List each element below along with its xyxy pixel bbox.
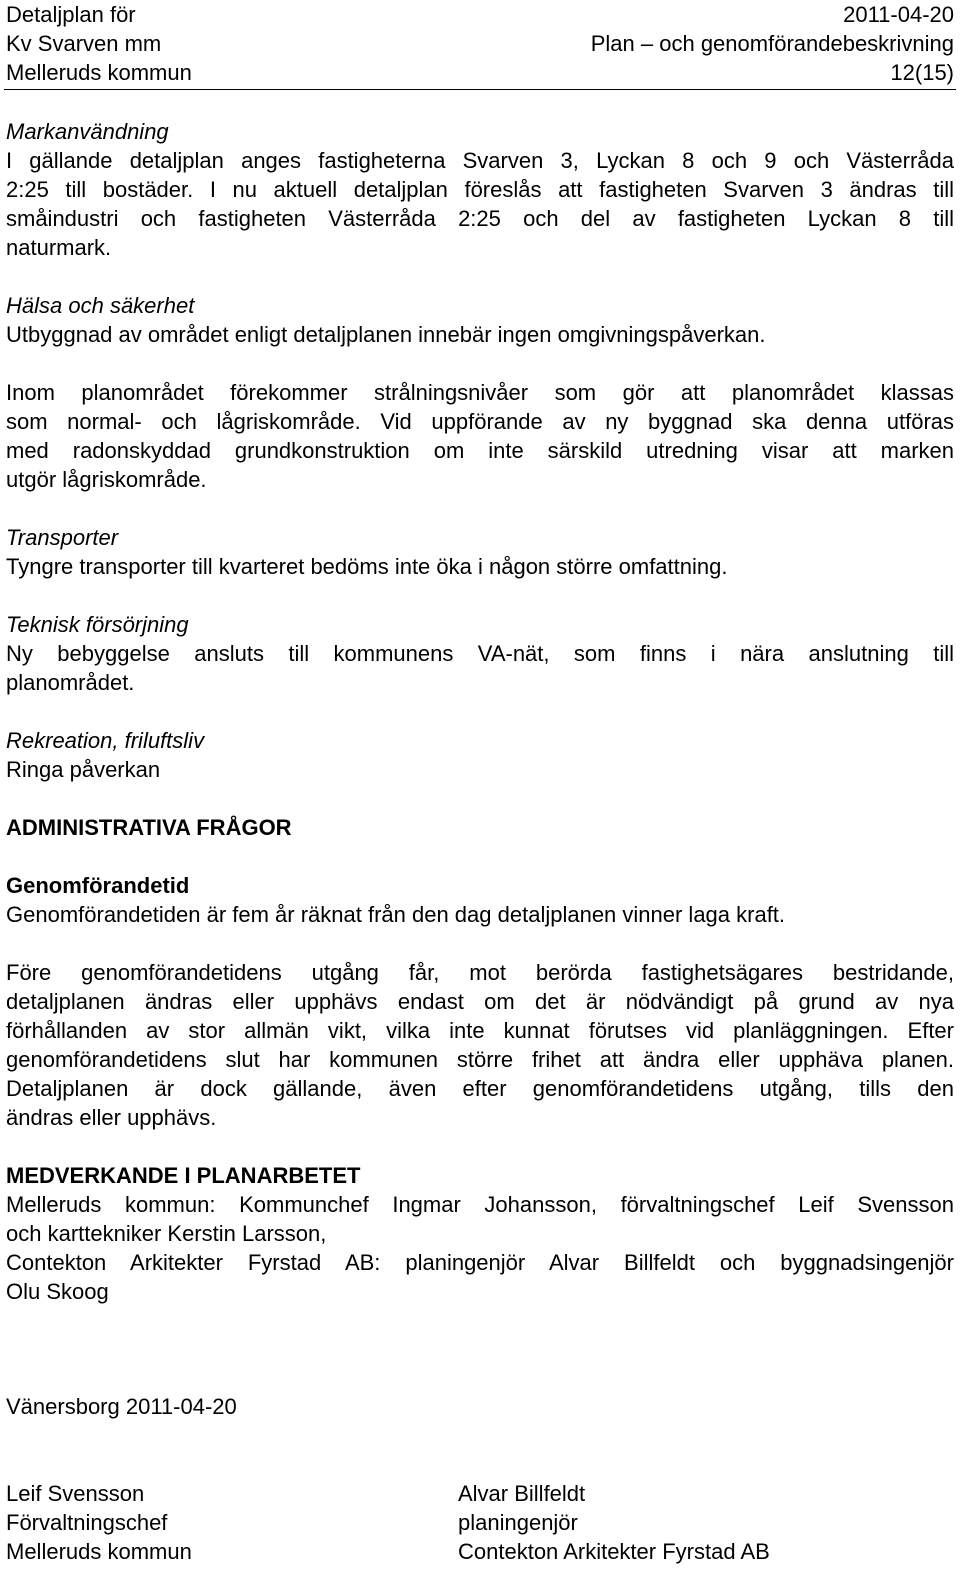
section-heading-administrativa: ADMINISTRATIVA FRÅGOR [6, 815, 292, 840]
header-plan-name: Kv Svarven mm [6, 31, 162, 56]
paragraph-line: planområdet. [6, 670, 135, 695]
paragraph-line: som normal- och lågriskområde. Vid uppförande av ny byggnad ska denna utföras [6, 409, 954, 434]
paragraph-line: utgör lågriskområde. [6, 467, 207, 492]
paragraph-line: Inom planområdet förekommer strålningsnivåer som gör att planområdet klassas [6, 380, 954, 405]
paragraph-line: I gällande detaljplan anges fastigheterna Svarven 3, Lyckan 8 och 9 och Västerråda [6, 148, 954, 173]
signatory-name: Leif Svensson [6, 1481, 145, 1506]
paragraph-line: Tyngre transporter till kvarteret bedöms inte öka i någon större omfattning. [6, 554, 728, 579]
paragraph-line: naturmark. [6, 235, 112, 260]
paragraph-line: Olu Skoog [6, 1279, 109, 1304]
paragraph-line: Detaljplanen är dock gällande, även efter genomförandetidens utgång, tills den [6, 1076, 954, 1101]
signatory-title: planingenjör [458, 1510, 578, 1535]
signatory-organization: Contekton Arkitekter Fyrstad AB [458, 1539, 770, 1564]
section-heading-transporter: Transporter [6, 525, 119, 550]
paragraph-line: detaljplanen ändras eller upphävs endast om det är nödvändigt på grund av nya [6, 989, 954, 1014]
subheading-genomforandetid: Genomförandetid [6, 873, 190, 898]
paragraph-line: med radonskyddad grundkonstruktion om inte särskild utredning visar att marken [6, 438, 954, 463]
signatory-name: Alvar Billfeldt [458, 1481, 586, 1506]
paragraph-line: genomförandetidens slut har kommunen större frihet att ändra eller upphäva planen. [6, 1047, 954, 1072]
header-plan-title: Detaljplan för [6, 2, 136, 27]
signatory-title: Förvaltningschef [6, 1510, 168, 1535]
paragraph-line: Före genomförandetidens utgång får, mot berörda fastighetsägares bestridande, [6, 960, 954, 985]
paragraph-line: förhållanden av stor allmän vikt, vilka inte kunnat förutses vid planläggningen. Efter [6, 1018, 954, 1043]
header-page-number: 12(15) [890, 60, 954, 85]
paragraph-line: Ny bebyggelse ansluts till kommunens VA-nät, som finns i nära anslutning till [6, 641, 954, 666]
section-heading-teknisk: Teknisk försörjning [6, 612, 189, 637]
paragraph-line: Utbyggnad av området enligt detaljplanen innebär ingen omgivningspåverkan. [6, 322, 766, 347]
paragraph-line: ändras eller upphävs. [6, 1105, 217, 1130]
place-and-date: Vänersborg 2011-04-20 [6, 1394, 237, 1419]
section-heading-rekreation: Rekreation, friluftsliv [6, 728, 205, 753]
paragraph-line: Melleruds kommun: Kommunchef Ingmar Johansson, förvaltningschef Leif Svensson [6, 1192, 954, 1217]
header-municipality: Melleruds kommun [6, 60, 192, 85]
section-heading-markanvandning: Markanvändning [6, 119, 169, 144]
signatory-organization: Melleruds kommun [6, 1539, 192, 1564]
paragraph-line: 2:25 till bostäder. I nu aktuell detaljplan föreslås att fastigheten Svarven 3 ändras till [6, 177, 954, 202]
paragraph-line: Genomförandetiden är fem år räknat från den dag detaljplanen vinner laga kraft. [6, 902, 786, 927]
header-divider [4, 89, 956, 90]
header-document-type: Plan – och genomförandebeskrivning [590, 31, 954, 56]
section-heading-medverkande: MEDVERKANDE I PLANARBETET [6, 1163, 361, 1188]
paragraph-line: Contekton Arkitekter Fyrstad AB: planingenjör Alvar Billfeldt och byggnadsingenjör [6, 1250, 954, 1275]
paragraph-line: Ringa påverkan [6, 757, 161, 782]
section-heading-halsa: Hälsa och säkerhet [6, 293, 195, 318]
header-date: 2011-04-20 [843, 2, 954, 27]
paragraph-line: småindustri och fastigheten Västerråda 2:25 och del av fastigheten Lyckan 8 till [6, 206, 954, 231]
paragraph-line: och karttekniker Kerstin Larsson, [6, 1221, 327, 1246]
